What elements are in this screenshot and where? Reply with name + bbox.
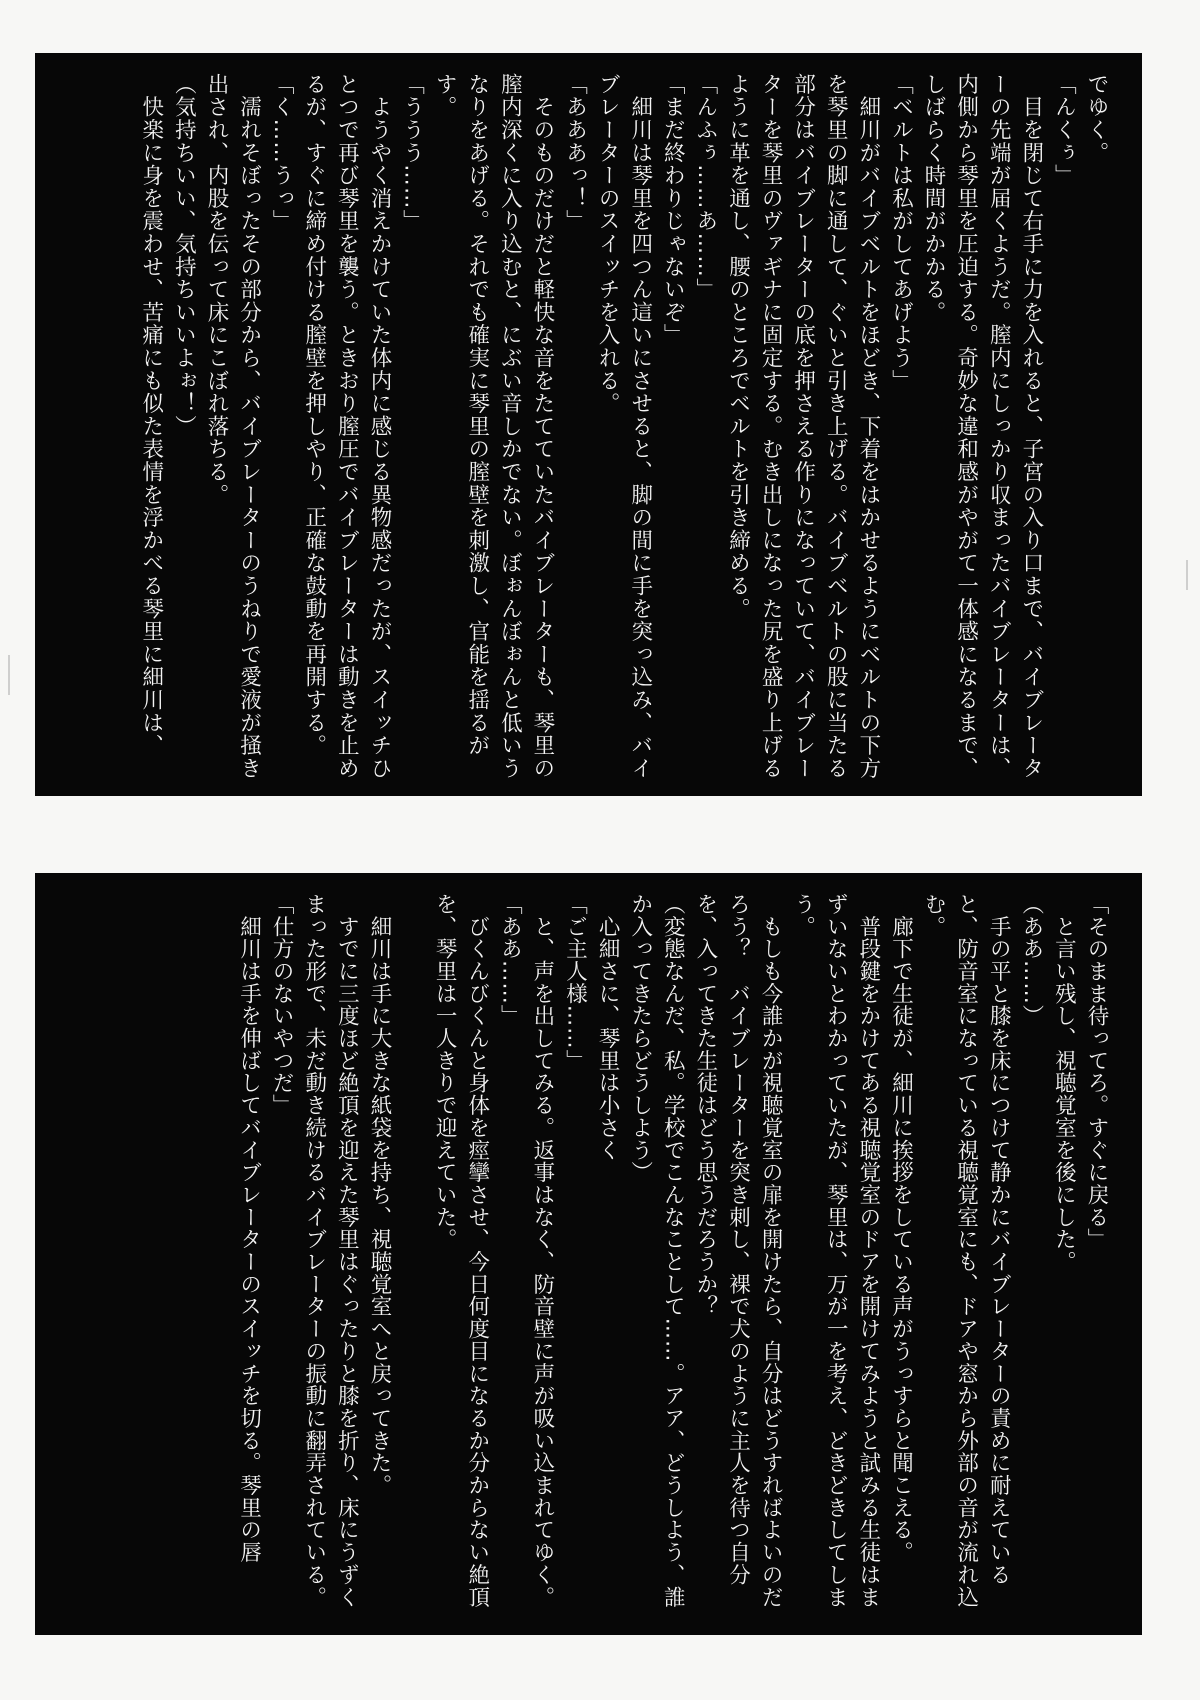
vertical-text-top: でゆく。 「んくぅ」 目を閉じて右手に力を入れると、子宮の入り口まで、バイブレーターの先端が届くようだ。膣内にしっかり収まったバイブレーターは、内側から琴里を圧迫する。奇妙な違和感がやがて一体感になるまで、しばらく時間がかかる。 「ベルトは私がしてあげよう」 細川がバイブベルトをほどき、下着をはかせるようにベルトの下方を琴里の脚に通して、ぐいと引き上げる。バイブベルトの股に当たる部分はバイブレーターの底を押さえる作りになっていて、バイブレーターを琴里のヴァギナに固定する。むき出しになった尻を盛り上げるように革を通し、腰のところでベルトを引き締める。 「んふぅ……あ……」 「まだ終わりじゃないぞ」 細川は琴里を四つん這いにさせると、脚の間に手を突っ込み、バイブレーターのスイッチを入れる。 「あああっ！」 そのものだけだと軽快な音をたてていたバイブレーターも、琴里の膣内深くに入り込むと、にぶい音しかでない。ぼぉんぼぉんと低いうなりをあげる。それでも確実に琴里の膣壁を刺激し、官能を揺るがす。 「ううう……」 ようやく消えかけていた体内に感じる異物感だったが、スイッチひとつで再び琴里を襲う。ときおり膣圧でバイブレーターは動きを止めるが、すぐに締め付ける膣壁を押しやり、正確な鼓動を再開する。 「く……うっ」 濡れそぼったその部分から、バイブレーターのうねりで愛液が掻き出され、内股を伝って床にこぼれ落ちる。 （気持ちいい、気持ちいいよぉ！） 快楽に身を震わせ、苦痛にも似た表情を浮かべる琴里に細川は、: [138, 73, 1109, 780]
scan-mark-left: [8, 655, 10, 695]
scan-mark-right: [1186, 560, 1188, 590]
vertical-text-bottom: 「そのまま待ってろ。すぐに戻る」 と言い残し、視聴覚室を後にした。 （ああ……） 手の平と膝を床につけて静かにバイブレーターの責めに耐えていると、防音室になっている視聴覚室にも、ドアや窓から外部の音が流れ込む。 廊下で生徒が、細川に挨拶をしている声がうっすらと聞こえる。 普段鍵をかけてある視聴覚室のドアを開けてみようと試みる生徒はまずいないとわかっていたが、琴里は、万が一を考え、どきどきしてしまう。 もしも今誰かが視聴覚室の扉を開けたら、自分はどうすればよいのだろう？ バイブレーターを突き刺し、裸で犬のように主人を待つ自分を、入ってきた生徒はどう思うだろうか？ （変態なんだ、私。学校でこんなことして……。アア、どうしよう、誰か入ってきたらどうしよう） 心細さに、琴里は小さく 「ご主人様……」 と、声を出してみる。返事はなく、防音壁に声が吸い込まれてゆく。 「ああ……」 びくんびくんと身体を痙攣させ、今日何度目になるか分からない絶頂を、琴里は一人きりで迎えていた。 細川は手に大きな紙袋を持ち、視聴覚室へと戻ってきた。 すでに三度ほど絶頂を迎えた琴里はぐったりと膝を折り、床にうずくまった形で、未だ動き続けるバイブレーターの振動に翻弄されている。 「仕方のないやつだ」 細川は手を伸ばしてバイブレーターのスイッチを切る。琴里の唇: [236, 893, 1109, 1609]
text-panel-top: [35, 53, 1142, 796]
text-panel-bottom: [35, 873, 1142, 1635]
